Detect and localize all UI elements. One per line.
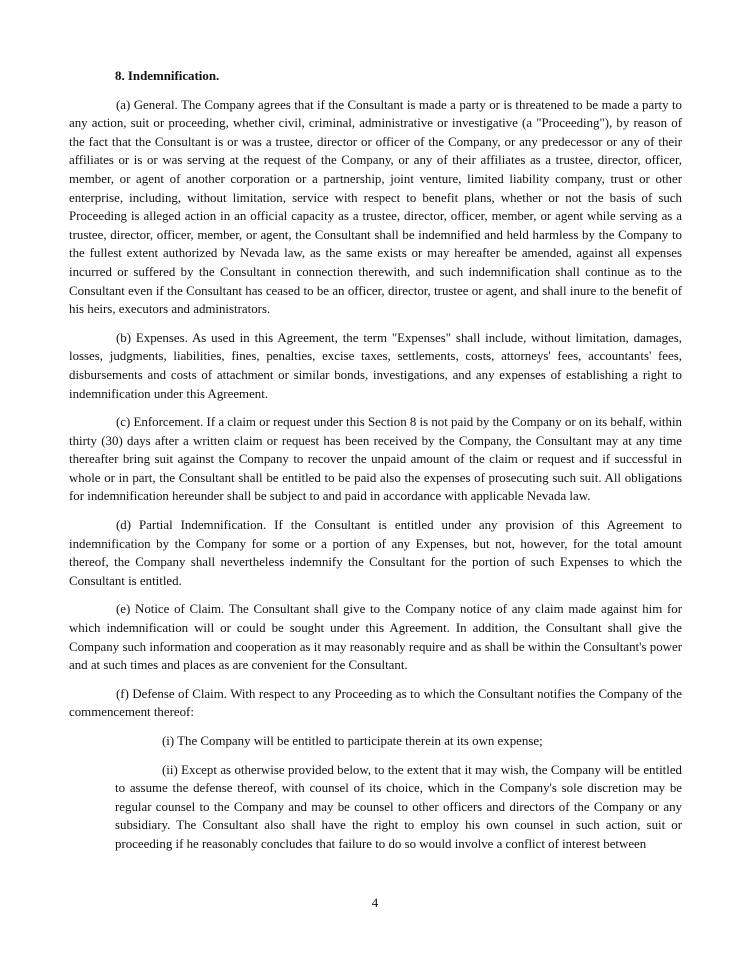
page-number: 4 <box>371 896 379 910</box>
paragraph-b-expenses: (b) Expenses. As used in this Agreement, the term "Expenses" shall include, without limitation, damages, losses, judgments, liabilities, fines, penalties, excise taxes, settlements, costs, attorneys' fees, accountants' fees, disbursements and costs of attachment or similar bonds, investigations, and any expenses of establishing a right to indemnification under this Agreement. <box>69 330 682 401</box>
paragraph-e-notice-of-claim: (e) Notice of Claim. The Consultant shall give to the Company notice of any claim made against him for which indemnification will or could be sought under this Agreement. In addition, the Consultant shall give the Company such information and cooperation as it may reasonably require and as shall be within the Consultant's power and at such times and places as are convenient for the Consultant. <box>69 602 682 673</box>
section-heading: 8. Indemnification. <box>115 69 220 83</box>
subparagraph-f-ii: (ii) Except as otherwise provided below, to the extent that it may wish, the Company will be entitled to assume the defense thereof, with counsel of its choice, which in the Company's sole discretion may be regular counsel to the Company and may be counsel to other officers and directors of the Company or any subsidiary. The Consultant also shall have the right to employ his own counsel in such action, suit or proceeding if he reasonably concludes that failure to do so would involve a conflict of interest between <box>115 762 682 851</box>
paragraph-d-partial-indemnification: (d) Partial Indemnification. If the Consultant is entitled under any provision of this Agreement to indemnification by the Company for some or a portion of any Expenses, but not, however, for the total amount thereof, the Company shall nevertheless indemnify the Consultant for the portion of such Expenses to which the Consultant is entitled. <box>69 518 682 588</box>
subparagraph-f-i: (i) The Company will be entitled to participate therein at its own expense; <box>162 734 543 748</box>
paragraph-f-defense-of-claim: (f) Defense of Claim. With respect to any Proceeding as to which the Consultant notifies the Company of the commencement thereof: <box>69 686 682 720</box>
paragraph-c-enforcement: (c) Enforcement. If a claim or request under this Section 8 is not paid by the Company or on its behalf, within thirty (30) days after a written claim or request has been received by the Company, the Consultant may at any time thereafter bring suit against the Company to recover the unpaid amount of the claim or request and if successful in whole or in part, the Consultant shall be entitled to be paid also the expenses of prosecuting such suit. All obligations for indemnification hereunder shall be subject to and paid in accordance with applicable Nevada law. <box>69 415 682 504</box>
paragraph-a-general: (a) General. The Company agrees that if the Consultant is made a party or is threatened to be made a party to any action, suit or proceeding, whether civil, criminal, administrative or investigative (a "Proceeding"), by reason of the fact that the Consultant is or was a trustee, director or officer of the Company, or any predecessor or any of their affiliates or is or was serving at the request of the Company, or any of their affiliates as a trustee, director, officer, member, or agent of another corporation or a partnership, joint venture, limited liability company, trust or other enterprise, including, without limitation, service with respect to benefit plans, whether or not the basis of such Proceeding is alleged action in an official capacity as a trustee, director, officer, member, or agent while serving as a trustee, director, officer, member, or agent, the Consultant shall be indemnified and held harmless by the Company to the fullest extent authorized by Nevada law, as the same exists or may hereafter be amended, against all expenses incurred or suffered by the Consultant in connection therewith, and such indemnification shall continue as to the Consultant even if the Consultant has ceased to be an officer, director, trustee or agent, and shall inure to the benefit of his heirs, executors and administrators. <box>69 97 682 317</box>
